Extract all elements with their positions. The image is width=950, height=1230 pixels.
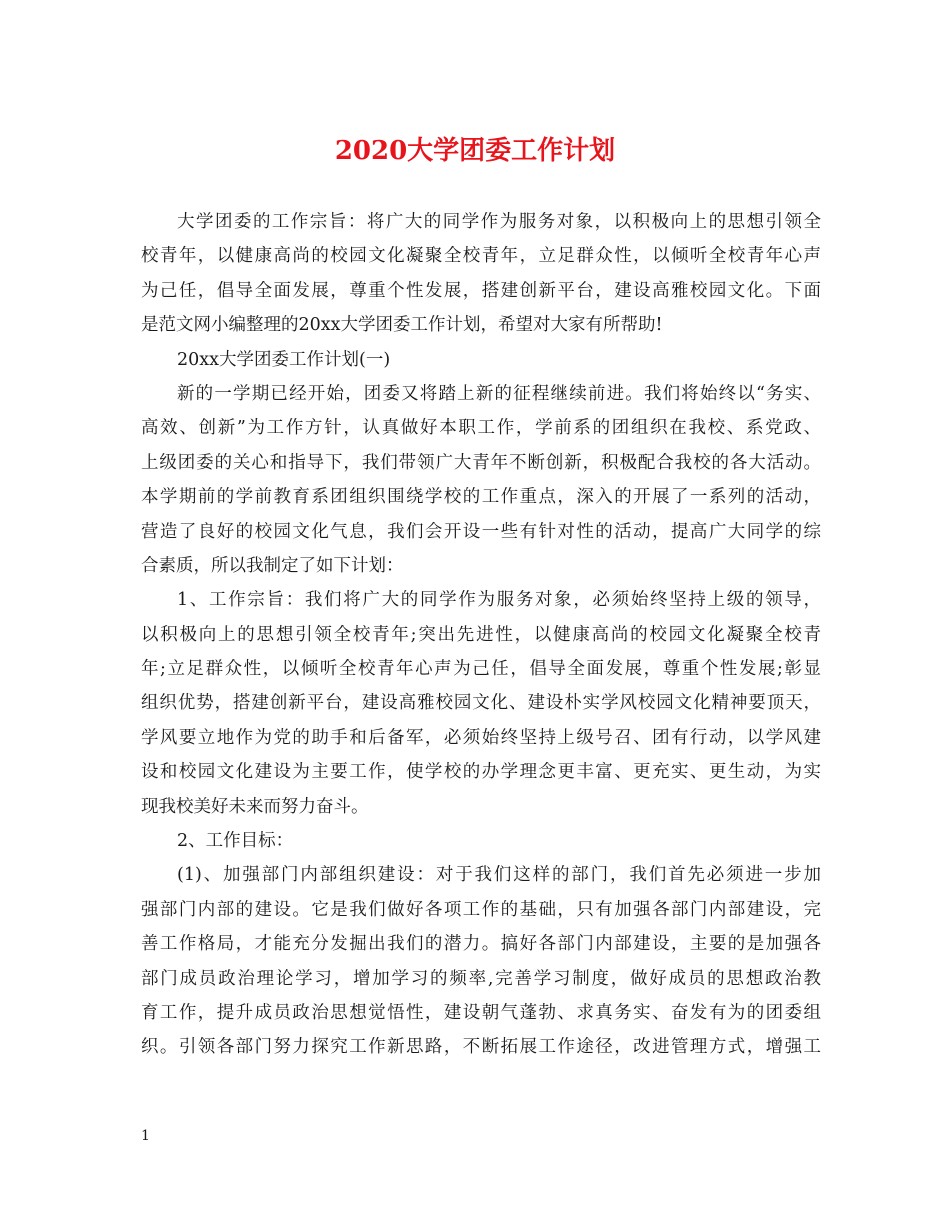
body-line: 上级团委的关心和指导下，我们带领广大青年不断创新，积极配合我校的各大活动。: [141, 452, 821, 473]
body-line: 现我校美好未来而努力奋斗。: [141, 796, 369, 817]
body-line: 校青年，以健康高尚的校园文化凝聚全校青年，立足群众性，以倾听全校青年心声: [141, 246, 821, 267]
body-line: 学风要立地作为党的助手和后备军，必须始终坚持上级号召、团有行动，以学风建: [141, 727, 821, 748]
body-line: 1、工作宗旨：我们将广大的同学作为服务对象，必须始终坚持上级的领导，: [177, 590, 821, 611]
body-line: 组织优势，搭建创新平台，建设高雅校园文化、建设朴实学风校园文化精神要顶天，: [141, 693, 821, 714]
document-body: [141, 205, 821, 1065]
body-line: 本学期前的学前教育系团组织围绕学校的工作重点，深入的开展了一系列的活动，: [141, 487, 821, 508]
body-line: 以积极向上的思想引领全校青年;突出先进性，以健康高尚的校园文化凝聚全校青: [141, 624, 821, 645]
body-line: 合素质，所以我制定了如下计划：: [141, 555, 404, 576]
body-line: 高效、创新”为工作方针，认真做好本职工作，学前系的团组织在我校、系党政、: [141, 418, 821, 439]
body-line: 善工作格局，才能充分发掘出我们的潜力。搞好各部门内部建设，主要的是加强各: [141, 934, 821, 955]
body-line: 大学团委的工作宗旨：将广大的同学作为服务对象，以积极向上的思想引领全: [177, 212, 821, 232]
body-line: 为己任，倡导全面发展，尊重个性发展，搭建创新平台，建设高雅校园文化。下面: [141, 280, 821, 301]
body-line: 新的一学期已经开始，团委又将踏上新的征程继续前进。我们将始终以“务实、: [177, 383, 821, 404]
body-line: 营造了良好的校园文化气息，我们会开设一些有针对性的活动，提高广大同学的综: [141, 521, 821, 542]
body-line: 强部门内部的建设。它是我们做好各项工作的基础，只有加强各部门内部建设，完: [141, 899, 821, 920]
body-line: 部门成员政治理论学习，增加学习的频率,完善学习制度，做好成员的思想政治教: [141, 968, 821, 989]
body-line: 育工作，提升成员政治思想觉悟性，建设朝气蓬勃、求真务实、奋发有为的团委组: [141, 1002, 821, 1023]
body-line: (1)、加强部门内部组织建设：对于我们这样的部门，我们首先必须进一步加: [177, 865, 821, 886]
body-line: 2、工作目标：: [177, 831, 294, 852]
body-line: 是范文网小编整理的20xx大学团委工作计划，希望对大家有所帮助!: [141, 315, 663, 336]
body-line: 年;立足群众性，以倾听全校青年心声为己任，倡导全面发展，尊重个性发展;彰显: [141, 659, 821, 680]
body-line: 设和校园文化建设为主要工作，使学校的办学理念更丰富、更充实、更生动，为实: [141, 762, 821, 783]
document-title: 2020大学团委工作计划: [334, 136, 616, 166]
body-line: 织。引领各部门努力探究工作新思路，不断拓展工作途径，改进管理方式，增强工: [141, 1037, 821, 1058]
page-number: 1: [141, 1128, 150, 1144]
body-line: 20xx大学团委工作计划(一): [177, 349, 391, 370]
